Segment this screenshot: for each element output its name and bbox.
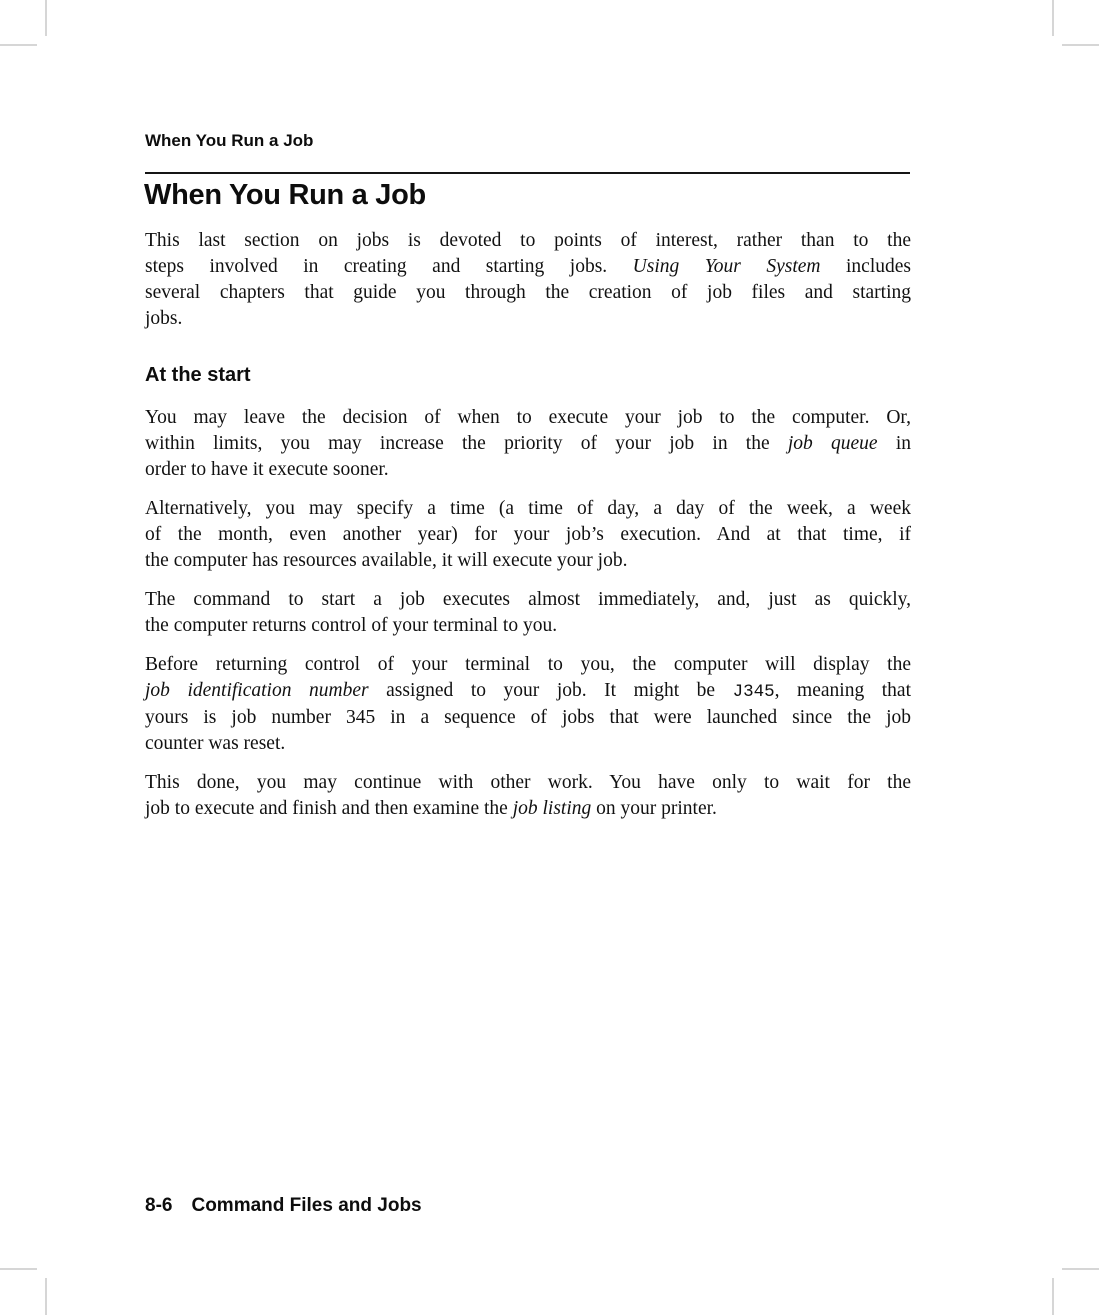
text-run: job to execute and finish and then examine the <box>145 798 513 819</box>
italic-term: job identification number <box>145 680 369 701</box>
section-heading: At the start <box>145 364 251 386</box>
text-run: The command to start a job executes almost immediately, and, just as quickly, <box>145 589 911 610</box>
body-sections <box>145 228 911 835</box>
italic-term: job queue <box>787 433 878 454</box>
crop-mark-top-right-vertical <box>1052 0 1054 36</box>
text-line <box>145 678 911 705</box>
text-run: of the month, even another year) for your job’s execution. And at that time, if <box>145 524 911 545</box>
text-line <box>145 405 911 431</box>
text-run: This last section on jobs is devoted to points of interest, rather than to the <box>145 230 911 251</box>
text-line <box>145 457 911 483</box>
paragraph <box>145 405 911 483</box>
text-run: the computer has resources available, it will execute your job. <box>145 550 628 571</box>
text-line <box>145 254 911 280</box>
text-line <box>145 306 911 332</box>
crop-mark-top-left-horizontal <box>0 44 37 46</box>
text-run: This done, you may continue with other work. You have only to wait for the <box>145 772 911 793</box>
text-run: counter was reset. <box>145 733 286 754</box>
paragraph <box>145 496 911 574</box>
running-header: When You Run a Job <box>145 131 314 150</box>
text-line <box>145 431 911 457</box>
text-line <box>145 652 911 678</box>
text-run: includes <box>820 256 911 277</box>
text-line <box>145 731 911 757</box>
paragraph <box>145 587 911 639</box>
text-line <box>145 496 911 522</box>
footer-chapter-title: Command Files and Jobs <box>191 1195 422 1216</box>
italic-term: job listing <box>512 798 592 819</box>
crop-mark-top-left-vertical <box>45 0 47 36</box>
text-run: on your printer. <box>591 798 717 819</box>
text-run: You may leave the decision of when to execute your job to the computer. Or, <box>145 407 911 428</box>
paragraph <box>145 228 911 332</box>
text-line <box>145 280 911 306</box>
text-line <box>145 796 911 822</box>
footer-page-number: 8-6 <box>145 1195 173 1216</box>
text-run: steps involved in creating and starting jobs. <box>145 256 633 277</box>
inline-code: J345 <box>732 682 775 702</box>
text-run: order to have it execute sooner. <box>145 459 389 480</box>
text-run: the computer returns control of your terminal to you. <box>145 615 558 636</box>
text-run: , meaning that <box>774 680 911 701</box>
text-run: Alternatively, you may specify a time (a time of day, a day of the week, a week <box>145 498 911 519</box>
text-line <box>145 548 911 574</box>
paragraph <box>145 770 911 822</box>
text-line <box>145 705 911 731</box>
page-title: When You Run a Job <box>144 179 426 211</box>
paragraph <box>145 652 911 757</box>
crop-mark-bottom-left-vertical <box>45 1278 47 1315</box>
text-run: jobs. <box>145 308 183 329</box>
text-run: in <box>877 433 911 454</box>
text-run: yours is job number 345 in a sequence of jobs that were launched since the job <box>145 707 911 728</box>
page-footer <box>145 1194 422 1218</box>
header-rule <box>145 172 910 174</box>
text-run: several chapters that guide you through the creation of job files and starting <box>145 282 911 303</box>
crop-mark-bottom-right-horizontal <box>1062 1268 1099 1270</box>
text-line <box>145 770 911 796</box>
text-line <box>145 522 911 548</box>
crop-mark-bottom-left-horizontal <box>0 1268 37 1270</box>
crop-mark-top-right-horizontal <box>1062 44 1099 46</box>
italic-term: Using Your System <box>632 256 821 277</box>
text-line <box>145 228 911 254</box>
text-line <box>145 587 911 613</box>
text-line <box>145 613 911 639</box>
crop-mark-bottom-right-vertical <box>1052 1278 1054 1315</box>
text-run: Before returning control of your terminal to you, the computer will display the <box>145 654 911 675</box>
text-run: assigned to your job. It might be <box>368 680 733 701</box>
text-run: within limits, you may increase the priority of your job in the <box>145 433 788 454</box>
